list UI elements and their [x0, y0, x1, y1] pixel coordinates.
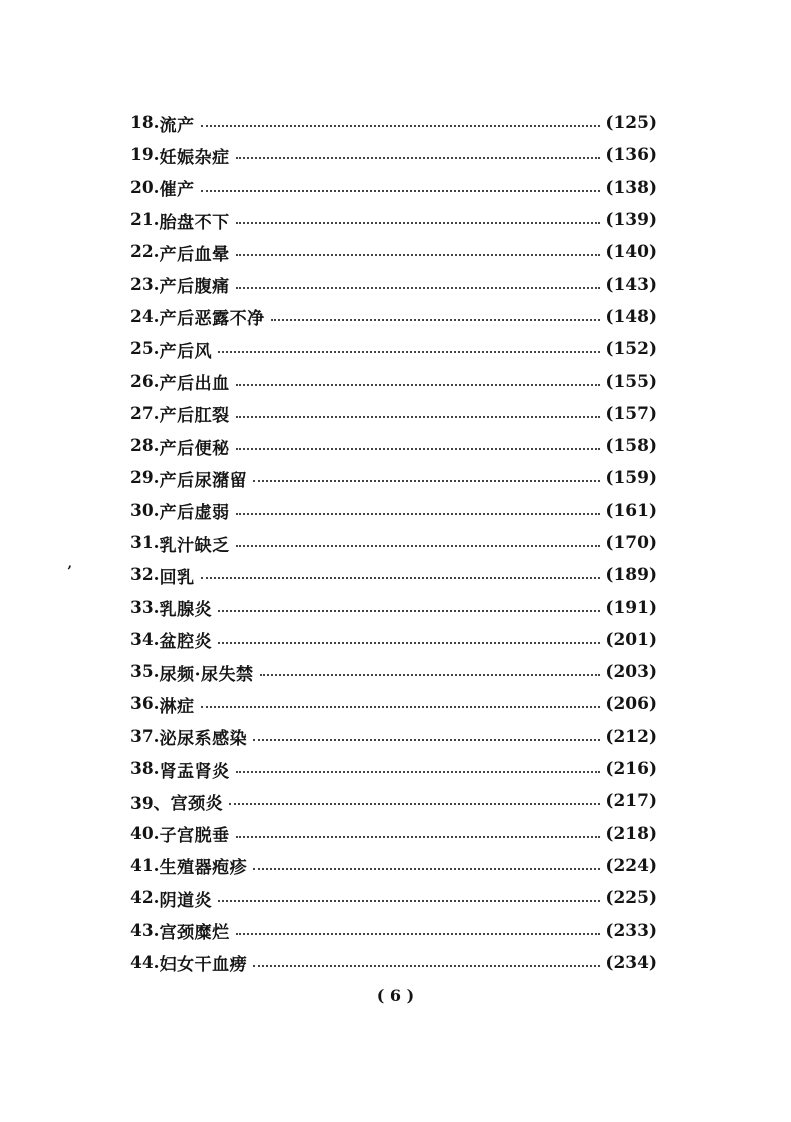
- dot-leader: [236, 384, 601, 386]
- entry-page: (203): [605, 662, 657, 683]
- entry-number: 25.: [130, 339, 160, 360]
- entry-title: 产后虚弱: [159, 503, 230, 524]
- entry-title: 妊娠杂症: [159, 147, 230, 168]
- entry-page: (125): [605, 113, 657, 134]
- dot-leader: [218, 610, 600, 612]
- dot-leader: [236, 513, 601, 515]
- toc-entry: [130, 430, 657, 462]
- entry-number: 34.: [130, 629, 160, 650]
- toc-entry: [130, 914, 657, 946]
- toc-entry: [130, 398, 657, 430]
- toc-entry: [130, 688, 657, 720]
- entry-number: 39、: [130, 793, 171, 814]
- entry-number: 35.: [130, 662, 160, 683]
- entry-page: (189): [605, 565, 657, 586]
- toc-entry: [130, 591, 657, 623]
- entry-page: (159): [605, 468, 657, 489]
- entry-page: (191): [605, 597, 657, 618]
- entry-title: 催产: [159, 180, 195, 201]
- entry-number: 28.: [130, 436, 160, 457]
- table-of-contents: [130, 107, 657, 979]
- entry-number: 37.: [130, 726, 160, 747]
- entry-number: 44.: [130, 952, 160, 973]
- entry-title: 盆腔炎: [159, 632, 213, 653]
- entry-page: (206): [605, 694, 657, 715]
- entry-page: (158): [605, 436, 657, 457]
- entry-title: 流产: [159, 115, 195, 136]
- entry-page: (148): [605, 306, 657, 327]
- stray-mark: ’: [67, 564, 72, 580]
- dot-leader: [236, 416, 601, 418]
- toc-entry: [130, 656, 657, 688]
- entry-page: (161): [605, 500, 657, 521]
- toc-entry: [130, 850, 657, 882]
- dot-leader: [271, 319, 601, 321]
- dot-leader: [253, 868, 600, 870]
- entry-title: 产后肛裂: [159, 406, 230, 427]
- toc-entry: [130, 818, 657, 850]
- entry-page: (136): [605, 145, 657, 166]
- dot-leader: [201, 125, 601, 127]
- entry-title: 宫颈炎: [170, 793, 224, 814]
- dot-leader: [201, 190, 601, 192]
- entry-page: (217): [605, 791, 657, 812]
- dot-leader: [236, 771, 601, 773]
- entry-page: (140): [605, 242, 657, 263]
- toc-entry: [130, 527, 657, 559]
- entry-page: (225): [605, 888, 657, 909]
- entry-page: (155): [605, 371, 657, 392]
- entry-title: 产后风: [159, 341, 213, 362]
- entry-page: (233): [605, 920, 657, 941]
- toc-entry: [130, 462, 657, 494]
- entry-number: 42.: [130, 888, 160, 909]
- dot-leader: [218, 351, 600, 353]
- toc-entry: [130, 236, 657, 268]
- entry-title: 妇女干血痨: [159, 955, 248, 976]
- entry-number: 32.: [130, 565, 160, 586]
- toc-entry: [130, 882, 657, 914]
- dot-leader: [253, 739, 600, 741]
- entry-title: 产后尿潴留: [159, 470, 248, 491]
- entry-number: 26.: [130, 371, 160, 392]
- entry-title: 肾盂肾炎: [159, 761, 230, 782]
- dot-leader: [236, 287, 601, 289]
- toc-entry: [130, 721, 657, 753]
- entry-title: 淋症: [159, 696, 195, 717]
- entry-title: 生殖器疱疹: [159, 858, 248, 879]
- toc-entry: [130, 107, 657, 139]
- dot-leader: [236, 448, 601, 450]
- entry-title: 尿频·尿失禁: [159, 664, 254, 685]
- dot-leader: [201, 577, 601, 579]
- entry-number: 22.: [130, 242, 160, 263]
- entry-title: 阴道炎: [159, 890, 213, 911]
- entry-title: 乳汁缺乏: [159, 535, 230, 556]
- dot-leader: [236, 254, 601, 256]
- toc-entry: [130, 753, 657, 785]
- entry-page: (139): [605, 210, 657, 231]
- entry-number: 33.: [130, 597, 160, 618]
- entry-number: 36.: [130, 694, 160, 715]
- entry-title: 产后恶露不净: [159, 309, 265, 330]
- entry-title: 泌尿系感染: [159, 729, 248, 750]
- page-number: ( 6 ): [376, 986, 415, 1005]
- dot-leader: [236, 157, 601, 159]
- dot-leader: [218, 900, 600, 902]
- entry-page: (152): [605, 339, 657, 360]
- toc-entry: [130, 785, 657, 817]
- entry-page: (234): [605, 952, 657, 973]
- dot-leader: [253, 965, 600, 967]
- entry-number: 20.: [130, 177, 160, 198]
- entry-title: 宫颈糜烂: [159, 923, 230, 944]
- dot-leader: [236, 933, 601, 935]
- entry-page: (224): [605, 855, 657, 876]
- entry-page: (170): [605, 533, 657, 553]
- dot-leader: [229, 803, 600, 805]
- entry-title: 产后血晕: [159, 244, 230, 265]
- entry-page: (143): [605, 274, 657, 295]
- dot-leader: [236, 222, 601, 224]
- entry-title: 产后便秘: [159, 438, 230, 459]
- entry-page: (138): [605, 177, 657, 198]
- dot-leader: [201, 706, 601, 708]
- entry-title: 产后出血: [159, 374, 230, 395]
- entry-title: 子宫脱垂: [159, 826, 230, 847]
- entry-number: 29.: [130, 468, 160, 489]
- entry-number: 18.: [130, 113, 160, 134]
- entry-title: 胎盘不下: [159, 212, 230, 233]
- dot-leader: [236, 836, 601, 838]
- entry-title: 回乳: [159, 567, 195, 588]
- entry-number: 24.: [130, 306, 160, 327]
- entry-number: 23.: [130, 274, 160, 295]
- entry-number: 19.: [130, 145, 160, 166]
- toc-entry: [130, 333, 657, 365]
- dot-leader: [236, 545, 601, 547]
- entry-page: (157): [605, 403, 657, 424]
- entry-title: 乳腺炎: [159, 600, 213, 621]
- dot-leader: [253, 480, 600, 482]
- toc-entry: [130, 139, 657, 171]
- entry-page: (216): [605, 759, 657, 780]
- entry-number: 40.: [130, 823, 160, 844]
- entry-number: 30.: [130, 500, 160, 521]
- toc-entry: [130, 301, 657, 333]
- toc-entry: [130, 624, 657, 656]
- entry-number: 21.: [130, 210, 160, 231]
- entry-page: (218): [605, 823, 657, 844]
- toc-entry: [130, 172, 657, 204]
- dot-leader: [260, 674, 601, 676]
- entry-number: 38.: [130, 759, 160, 780]
- dot-leader: [218, 642, 600, 644]
- entry-page: (212): [605, 726, 657, 747]
- toc-entry: [130, 204, 657, 236]
- entry-number: 27.: [130, 403, 160, 424]
- entry-number: 31.: [130, 533, 160, 553]
- toc-entry: [130, 947, 657, 979]
- toc-entry: [130, 559, 657, 591]
- toc-entry: [130, 268, 657, 300]
- toc-entry: [130, 365, 657, 397]
- entry-number: 43.: [130, 920, 160, 941]
- entry-page: (201): [605, 629, 657, 650]
- entry-number: 41.: [130, 855, 160, 876]
- entry-title: 产后腹痛: [159, 277, 230, 298]
- toc-entry: [130, 495, 657, 527]
